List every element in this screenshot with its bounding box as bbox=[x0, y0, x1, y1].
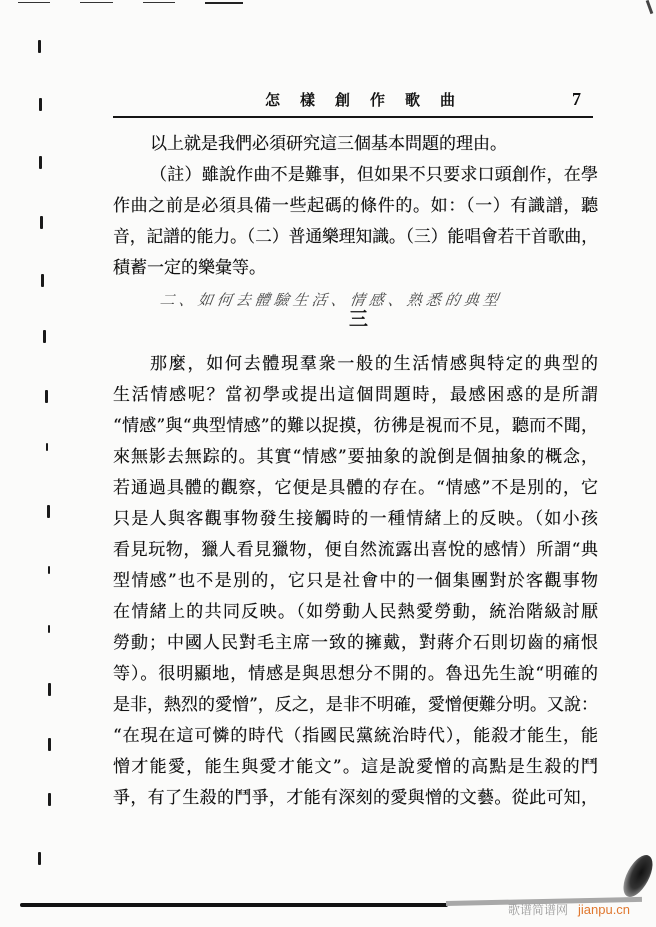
main-paragraph-line: 只是人與客觀事物發生接觸時的一種情緒上的反映。（如小孩 bbox=[113, 509, 598, 529]
page-curl-mark bbox=[617, 851, 656, 902]
binding-mark bbox=[38, 852, 41, 865]
handwritten-annotation: 二、如何去體驗生活、情感、熟悉的典型 bbox=[158, 291, 504, 309]
note-paragraph-line: 音，記譜的能力。（二）普通樂理知識。（三）能唱會若干首歌曲， bbox=[113, 227, 598, 247]
main-paragraph-line: 等）。很明顯地，情感是與思想分不開的。魯迅先生說“明確的 bbox=[113, 664, 598, 684]
main-paragraph-line: 那麼，如何去體現羣衆一般的生活情感與特定的典型的 bbox=[150, 354, 598, 374]
section-number: 三 bbox=[349, 308, 369, 330]
binding-mark bbox=[48, 566, 50, 574]
text-block-upper bbox=[113, 129, 598, 284]
main-paragraph-line: 爭，有了生殺的鬥爭，才能有深刻的愛與憎的文藝。從此可知， bbox=[113, 788, 598, 808]
text-block-main bbox=[113, 349, 598, 814]
note-paragraph-line: 作曲之前是必須具備一些起碼的條件的。如：（一）有識譜，聽 bbox=[113, 196, 598, 216]
watermark-domain: jianpu.cn bbox=[578, 902, 631, 917]
note-paragraph-line: 積蓄一定的樂彙等。 bbox=[113, 258, 266, 278]
main-paragraph-line: 是非，熱烈的愛憎”，反之，是非不明確，愛憎便難分明。又說： bbox=[113, 695, 598, 715]
main-paragraph-line: “情感”與“典型情感”的難以捉摸，彷彿是視而不見，聽而不聞， bbox=[113, 416, 598, 436]
main-paragraph-line: “在現在這可憐的時代（指國民黨統治時代），能殺才能生，能 bbox=[113, 726, 598, 746]
main-paragraph-line: 生活情感呢？當初學或提出這個問題時，最感困惑的是所謂 bbox=[113, 385, 598, 405]
binding-mark bbox=[45, 390, 48, 403]
intro-paragraph-line: 以上就是我們必須研究這三個基本問題的理由。 bbox=[150, 134, 507, 154]
scan-mark-corner bbox=[646, 0, 654, 14]
main-paragraph-line: 看見玩物，獵人看見獵物，便自然流露出喜悅的感情）所謂“典 bbox=[113, 540, 598, 560]
binding-mark bbox=[38, 40, 41, 53]
scan-mark-top bbox=[143, 2, 175, 3]
binding-mark bbox=[48, 738, 51, 751]
scan-mark-top bbox=[80, 2, 113, 3]
binding-mark bbox=[39, 156, 42, 169]
main-paragraph-line: 勞動；中國人民對毛主席一致的擁戴，對蔣介石則切齒的痛恨 bbox=[113, 633, 598, 653]
header-rule bbox=[113, 116, 593, 118]
note-paragraph-line: （註）雖說作曲不是難事，但如果不只要求口頭創作，在學 bbox=[150, 165, 598, 185]
binding-mark bbox=[39, 98, 42, 111]
binding-mark bbox=[48, 683, 51, 696]
binding-mark bbox=[41, 274, 44, 287]
main-paragraph-line: 型情感”也不是別的，它只是社會中的一個集團對於客觀事物 bbox=[113, 571, 598, 591]
binding-mark bbox=[47, 505, 50, 518]
running-title: 怎樣創作歌曲 bbox=[265, 91, 476, 109]
watermark-site-name: 歌谱简谱网 bbox=[508, 903, 569, 917]
binding-mark bbox=[40, 216, 43, 229]
scan-mark-top bbox=[205, 2, 243, 4]
main-paragraph-line: 憎才能愛，能生與愛才能文”。這是說愛憎的高點是生殺的鬥 bbox=[113, 757, 598, 777]
main-paragraph-line: 來無影去無踪的。其實“情感”要抽象的說倒是個抽象的概念， bbox=[113, 447, 598, 467]
binding-mark bbox=[43, 330, 46, 343]
scan-mark-top bbox=[18, 2, 50, 3]
page-number: 7 bbox=[572, 89, 581, 109]
bottom-scan-edge bbox=[20, 903, 448, 907]
main-paragraph-line: 若通過具體的觀察，它便是具體的存在。“情感”不是別的，它 bbox=[113, 478, 598, 498]
binding-mark bbox=[48, 793, 51, 806]
main-paragraph-line: 在情緒上的共同反映。（如勞動人民熱愛勞動，統治階級討厭 bbox=[113, 602, 598, 622]
binding-mark bbox=[48, 625, 50, 633]
binding-mark bbox=[46, 443, 48, 451]
